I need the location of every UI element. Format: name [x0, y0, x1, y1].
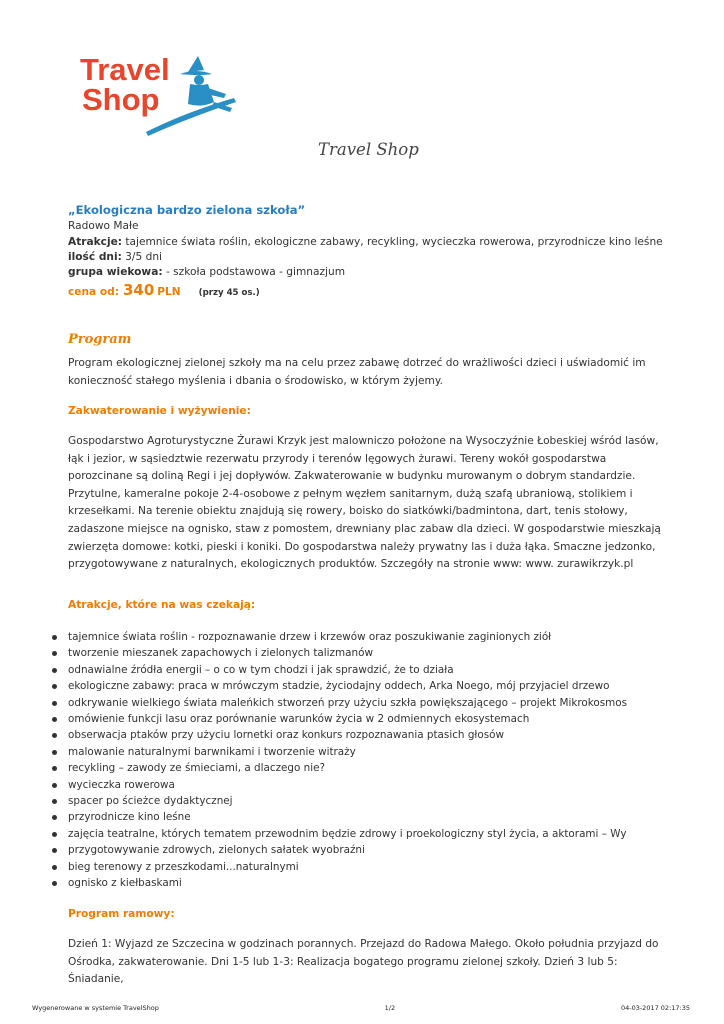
offer-days [68, 250, 663, 265]
attraction-item: ognisko z kiełbaskami [50, 875, 627, 891]
attraction-item: odnawialne źródła energii – o co w tym chodzi i jak sprawdzić, że to działa [50, 662, 627, 678]
attractions-value: tajemnice świata roślin, ekologiczne zabawy, recykling, wycieczka rowerowa, przyrodnicze kino leśne [122, 235, 663, 248]
attraction-item: malowanie naturalnymi barwnikami i tworzenie witraży [50, 744, 627, 760]
attraction-item: bieg terenowy z przeszkodami...naturalnymi [50, 859, 627, 875]
attraction-item: recykling – zawody ze śmieciami, a dlaczego nie? [50, 760, 627, 776]
attraction-item: omówienie funkcji lasu oraz porównanie warunków życia w 2 odmiennych ekosystemach [50, 711, 627, 727]
offer-title: „Ekologiczna bardzo zielona szkoła” [68, 203, 306, 217]
site-title: Travel Shop [318, 140, 419, 159]
footer-page-number: 1/2 [384, 1004, 396, 1012]
attraction-item: ekologiczne zabawy: praca w mrówczym stadzie, życiodajny oddech, Arka Noego, mój przyjaciel drzewo [50, 678, 627, 694]
program-intro: Program ekologicznej zielonej szkoły ma na celu przez zabawę dotrzeć do wrażliwości dzieci i uświadomić im konieczność stałego myślenia i dbania o środowisko, w którym żyjemy. [68, 357, 646, 387]
logo-text-shop: Shop [82, 82, 160, 117]
attraction-item: obserwacja ptaków przy użyciu lornetki oraz konkurs rozpoznawania ptasich głosów [50, 727, 627, 743]
offer-summary [68, 203, 663, 302]
program-heading: Program [68, 332, 132, 347]
schedule-heading: Program ramowy: [68, 908, 175, 920]
footer-generated-by: Wygenerowane w systemie TravelShop [32, 1004, 159, 1012]
attractions-label: Atrakcje: [68, 235, 123, 248]
footer-timestamp: 04-03-2017 02:17:35 [620, 1004, 690, 1012]
offer-location: Radowo Małe [68, 220, 139, 233]
offer-attractions [68, 235, 663, 250]
age-label: grupa wiekowa: [68, 266, 163, 279]
price-note: (przy 45 os.) [198, 288, 260, 299]
attraction-item: tworzenie mieszanek zapachowych i zielonych talizmanów [50, 645, 627, 661]
attractions-list [50, 629, 627, 892]
age-value: - szkoła podstawowa - gimnazjum [162, 266, 346, 279]
attraction-item: przygotowywanie zdrowych, zielonych sałatek wyobraźni [50, 842, 627, 858]
accommodation-text: Gospodarstwo Agroturystyczne Żurawi Krzyk jest malowniczo położone na Wysoczyźnie Łobeskiej wśród lasów, łąk i jezior, w sąsiedztwie rezerwatu przyrody i terenów lęgowych żurawi. Tereny wokół gospodarstwa porozcinane są doliną Regi i jej dopływów. Zakwaterowanie w budynku murowanym o dobrym standardzie. Przytulne, kameralne pokoje 2-4-osobowe z pełnym węzłem sanitarnym, dużą szafą ubraniową, stolikiem i krzesełkami. Na terenie obiektu znajdują się rowery, boisko do siatkówki/badmintona, dart, tenis stołowy, zadaszone miejsce na ognisko, staw z pomostem, drewniany plac zabaw dla dzieci. W gospodarstwie mieszkają zwierzęta domowe: kotki, pieski i koniki. Do gospodarstwa należy prywatny las i duża łąka. Smaczne jedzonko, przygotowywane z naturalnych, ekologicznych produktów. Szczegóły na stronie www: www. zurawikrzyk.pl [68, 435, 661, 571]
schedule-text: Dzień 1: Wyjazd ze Szczecina w godzinach porannych. Przejazd do Radowa Małego. Około południa przyjazd do Ośrodka, zakwaterowanie. Dni 1-5 lub 1-3: Realizacja bogatego programu zielonej szkoły. Dzień 3 lub 5: Śniadanie, [68, 938, 659, 986]
attraction-item: zajęcia teatralne, których tematem przewodnim będzie zdrowy i proekologiczny styl życia, a aktorami – Wy [50, 826, 627, 842]
price-value: 340 [122, 281, 155, 300]
attraction-item: wycieczka rowerowa [50, 777, 627, 793]
attraction-item: spacer po ścieżce dydaktycznej [50, 793, 627, 809]
attraction-item: tajemnice świata roślin - rozpoznawanie drzew i krzewów oraz poszukiwanie zaginionych ziół [50, 629, 627, 645]
attraction-item: odkrywanie wielkiego świata maleńkich stworzeń przy użyciu szkła powiększającego – projekt Mikrokosmos [50, 695, 627, 711]
page-footer [32, 1004, 690, 1013]
offer-price [68, 283, 663, 301]
travelshop-logo [76, 50, 238, 138]
days-value: 3/5 dni [121, 250, 162, 263]
price-label: cena od: [68, 286, 119, 299]
price-currency: PLN [157, 286, 181, 299]
accommodation-heading: Zakwaterowanie i wyżywienie: [68, 405, 251, 417]
days-label: ilość dni: [68, 250, 122, 263]
logo-text-travel: Travel [80, 52, 170, 87]
offer-age-group [68, 265, 663, 280]
attraction-item: przyrodnicze kino leśne [50, 809, 627, 825]
attractions-heading: Atrakcje, które na was czekają: [68, 599, 256, 611]
